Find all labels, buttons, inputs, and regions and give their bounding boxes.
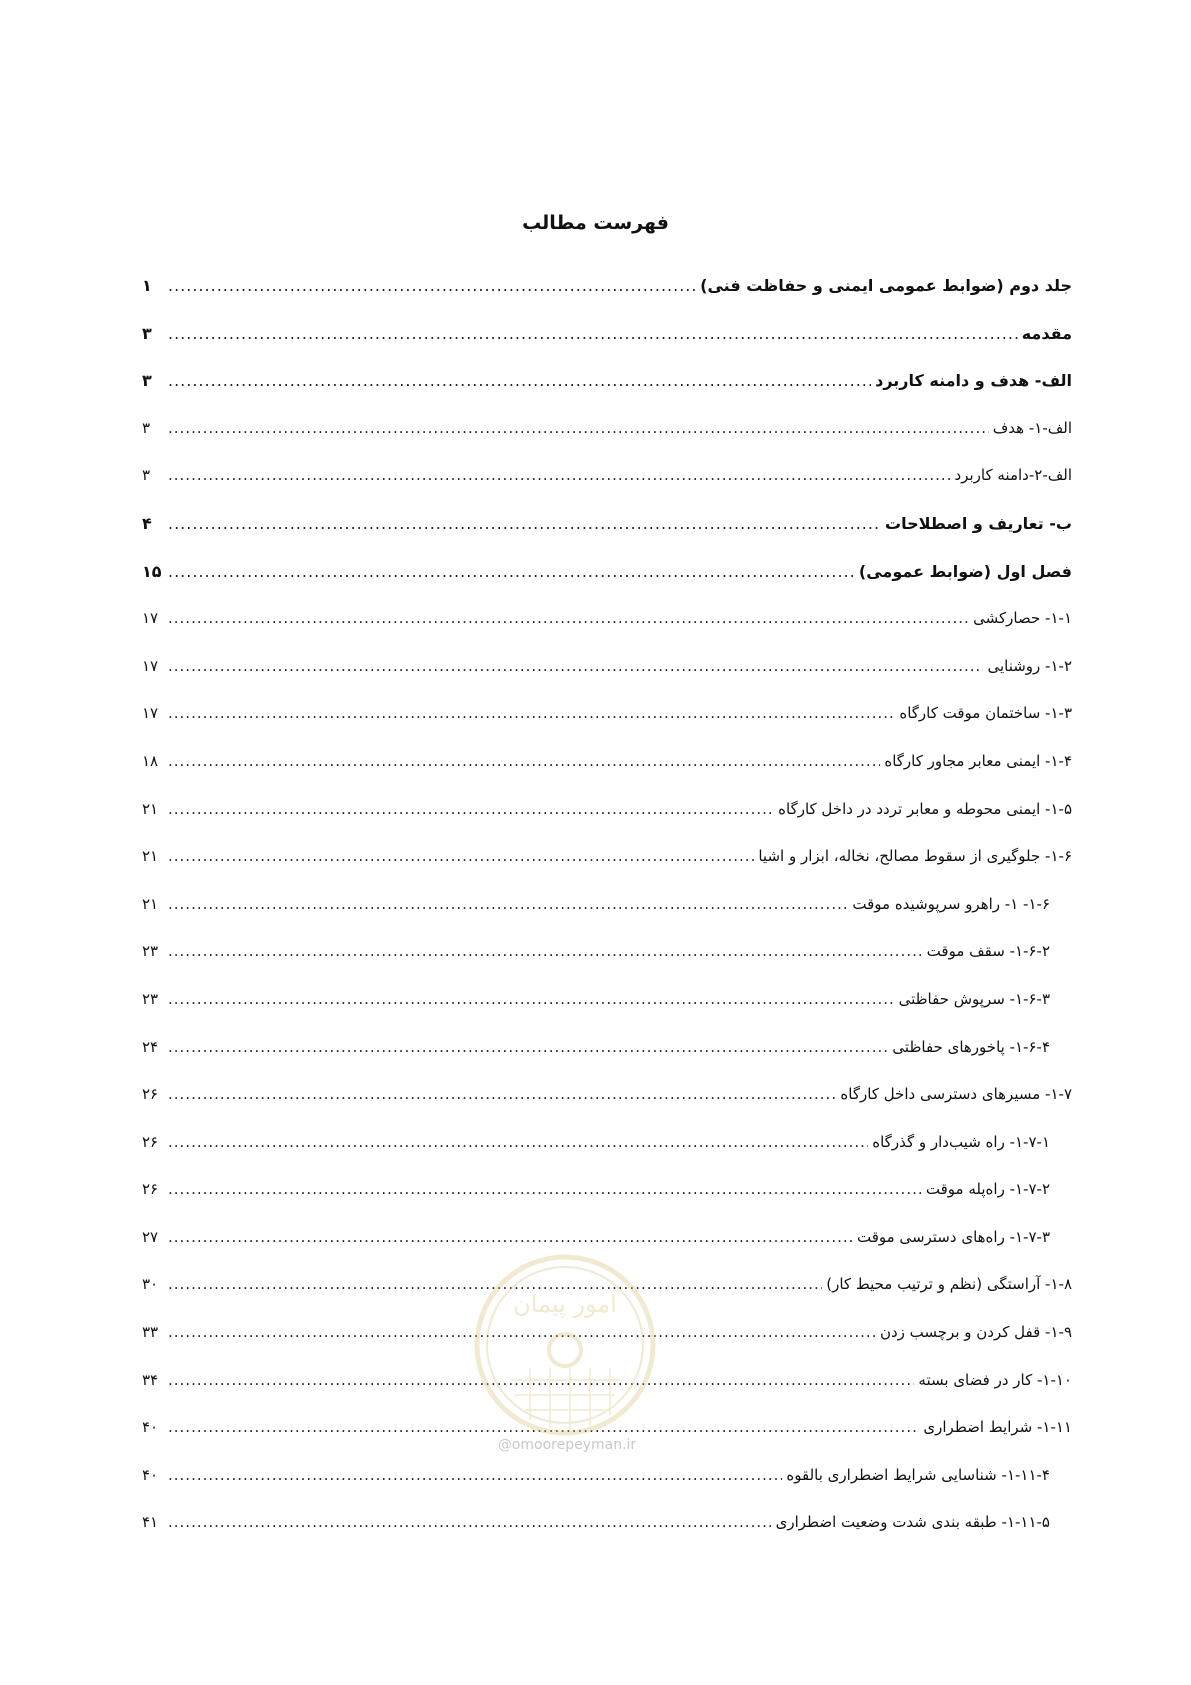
toc-entry-label: ۱-۶-۲- سقف موقت xyxy=(926,942,1050,961)
toc-entry-label: ۱-۶- ۱- راهرو سرپوشیده موقت xyxy=(852,894,1050,913)
dot-leader xyxy=(168,595,969,643)
toc-entry-label: ۱-۱۰- کار در فضای بسته xyxy=(918,1370,1072,1389)
dot-leader xyxy=(168,928,923,976)
toc-entry-label: ۱-۳- ساختمان موقت کارگاه xyxy=(899,704,1072,723)
toc-entry-label: مقدمه xyxy=(1021,323,1072,343)
toc-entry[interactable] xyxy=(142,928,1072,976)
toc-entry[interactable] xyxy=(142,548,1072,596)
dot-leader xyxy=(168,262,696,310)
dot-leader xyxy=(168,1309,876,1357)
toc-entry-page-number: ۲۱ xyxy=(142,799,159,818)
dot-leader xyxy=(168,786,774,834)
dot-leader xyxy=(168,1357,914,1405)
table-of-contents xyxy=(142,262,1072,1547)
toc-entry[interactable] xyxy=(142,262,1072,310)
toc-entry-page-number: ۲۱ xyxy=(142,894,159,913)
toc-entry-page-number: ۱۸ xyxy=(142,751,159,770)
toc-entry-page-number: ۱۷ xyxy=(142,656,159,675)
toc-entry-page-number: ۴۰ xyxy=(142,1418,159,1437)
toc-entry-label: ۱-۶- جلوگیری از سقوط مصالح، نخاله، ابزار و اشیا xyxy=(758,847,1072,866)
toc-entry-label: ۱-۱۱- شرایط اضطراری xyxy=(923,1418,1072,1437)
toc-entry[interactable] xyxy=(142,595,1072,643)
dot-leader xyxy=(168,548,855,596)
dot-leader xyxy=(168,881,848,929)
dot-leader xyxy=(168,452,951,500)
toc-entry-label: ۱-۱۱-۴- شناسایی شرایط اضطراری بالقوه xyxy=(786,1465,1050,1484)
page-title: فهرست مطالب xyxy=(522,212,669,234)
toc-entry[interactable] xyxy=(142,1166,1072,1214)
toc-entry-label: ب- تعاریف و اصطلاحات xyxy=(885,513,1072,533)
toc-entry[interactable] xyxy=(142,786,1072,834)
toc-entry-label: ۱-۷-۳- راه‌های دسترسی موقت xyxy=(856,1227,1050,1246)
toc-entry-page-number: ۲۶ xyxy=(142,1180,159,1199)
toc-entry-label: ۱-۹- قفل کردن و برچسب زدن xyxy=(879,1323,1072,1342)
toc-entry-label: ۱-۱۱-۵- طبقه بندی شدت وضعیت اضطراری xyxy=(775,1513,1050,1532)
dot-leader xyxy=(168,405,989,453)
dot-leader xyxy=(168,833,754,881)
toc-entry[interactable] xyxy=(142,976,1072,1024)
toc-entry-page-number: ۲۶ xyxy=(142,1132,159,1151)
toc-entry-page-number: ۴۱ xyxy=(142,1513,159,1532)
toc-entry-page-number: ۳ xyxy=(142,323,152,343)
toc-entry-label: الف- هدف و دامنه کاربرد xyxy=(875,371,1072,391)
toc-entry-page-number: ۱ xyxy=(142,276,152,295)
toc-entry[interactable] xyxy=(142,1119,1072,1167)
toc-entry-page-number: ۲۴ xyxy=(142,1037,159,1056)
toc-entry-label: ۱-۸- آراستگی (نظم و ترتیب محیط کار) xyxy=(826,1275,1072,1294)
toc-entry[interactable] xyxy=(142,1357,1072,1405)
toc-entry-label: جلد دوم (ضوابط عمومی ایمنی و حفاظت فنی) xyxy=(700,276,1072,295)
dot-leader xyxy=(168,500,881,548)
dot-leader xyxy=(168,1499,772,1547)
toc-entry[interactable] xyxy=(142,405,1072,453)
dot-leader xyxy=(168,976,895,1024)
toc-entry-page-number: ۳۴ xyxy=(142,1370,159,1389)
toc-entry[interactable] xyxy=(142,1261,1072,1309)
dot-leader xyxy=(168,357,871,405)
toc-entry[interactable] xyxy=(142,833,1072,881)
toc-entry-label: ۱-۵- ایمنی محوطه و معابر تردد در داخل کارگاه xyxy=(778,799,1072,818)
toc-entry-page-number: ۳ xyxy=(142,466,151,485)
toc-entry-label: ۱-۴- ایمنی معابر مجاور کارگاه xyxy=(884,751,1072,770)
dot-leader xyxy=(168,643,983,691)
toc-entry[interactable] xyxy=(142,452,1072,500)
toc-entry[interactable] xyxy=(142,881,1072,929)
toc-entry-label: ۱-۷-۲- راه‌پله موقت xyxy=(925,1180,1050,1199)
toc-entry-label: ۱-۶-۳- سرپوش حفاظتی xyxy=(898,989,1050,1008)
toc-entry-page-number: ۳ xyxy=(142,418,151,437)
toc-entry[interactable] xyxy=(142,1214,1072,1262)
dot-leader xyxy=(168,690,895,738)
toc-entry[interactable] xyxy=(142,1499,1072,1547)
toc-entry-page-number: ۲۳ xyxy=(142,942,159,961)
dot-leader xyxy=(168,1452,782,1500)
toc-entry-page-number: ۱۷ xyxy=(142,704,159,723)
toc-entry-label: الف-۲-دامنه کاربرد xyxy=(954,466,1072,485)
toc-entry[interactable] xyxy=(142,500,1072,548)
toc-entry[interactable] xyxy=(142,1071,1072,1119)
dot-leader xyxy=(168,1261,822,1309)
toc-entry-label: فصل اول (ضوابط عمومی) xyxy=(858,561,1072,581)
dot-leader xyxy=(168,1166,922,1214)
toc-entry[interactable] xyxy=(142,690,1072,738)
dot-leader xyxy=(168,1071,836,1119)
toc-entry[interactable] xyxy=(142,1024,1072,1072)
toc-entry-label: ۱-۶-۴- پاخورهای حفاظتی xyxy=(892,1037,1050,1056)
toc-entry-label: ۱-۱- حصارکشی xyxy=(973,609,1072,628)
dot-leader xyxy=(168,1024,888,1072)
toc-entry-page-number: ۲۷ xyxy=(142,1227,159,1246)
toc-entry-page-number: ۴۰ xyxy=(142,1465,159,1484)
toc-entry-page-number: ۱۷ xyxy=(142,609,159,628)
watermark-logo-text: امور پیمان xyxy=(513,1290,617,1318)
toc-entry-page-number: ۱۵ xyxy=(142,561,162,581)
toc-entry[interactable] xyxy=(142,310,1072,358)
toc-entry-page-number: ۲۶ xyxy=(142,1085,159,1104)
toc-entry-page-number: ۴ xyxy=(142,513,152,533)
toc-entry[interactable] xyxy=(142,738,1072,786)
toc-entry-page-number: ۲۱ xyxy=(142,847,159,866)
toc-entry-page-number: ۳۰ xyxy=(142,1275,159,1294)
toc-entry[interactable] xyxy=(142,643,1072,691)
watermark-handle: @omoorepeyman.ir xyxy=(497,1437,637,1453)
toc-entry[interactable] xyxy=(142,1452,1072,1500)
dot-leader xyxy=(168,310,1018,358)
toc-entry-label: ۱-۷-۱- راه شیب‌دار و گذرگاه xyxy=(872,1132,1050,1151)
dot-leader xyxy=(168,1214,853,1262)
toc-entry-label: الف-۱- هدف xyxy=(992,418,1072,437)
toc-entry-page-number: ۳۳ xyxy=(142,1323,159,1342)
toc-entry[interactable] xyxy=(142,1309,1072,1357)
toc-entry[interactable] xyxy=(142,357,1072,405)
toc-entry-label: ۱-۷- مسیرهای دسترسی داخل کارگاه xyxy=(840,1085,1072,1104)
toc-entry-label: ۱-۲- روشنایی xyxy=(987,656,1072,675)
toc-entry-page-number: ۲۳ xyxy=(142,989,159,1008)
dot-leader xyxy=(168,738,880,786)
dot-leader xyxy=(168,1119,868,1167)
toc-entry-page-number: ۳ xyxy=(142,371,152,391)
